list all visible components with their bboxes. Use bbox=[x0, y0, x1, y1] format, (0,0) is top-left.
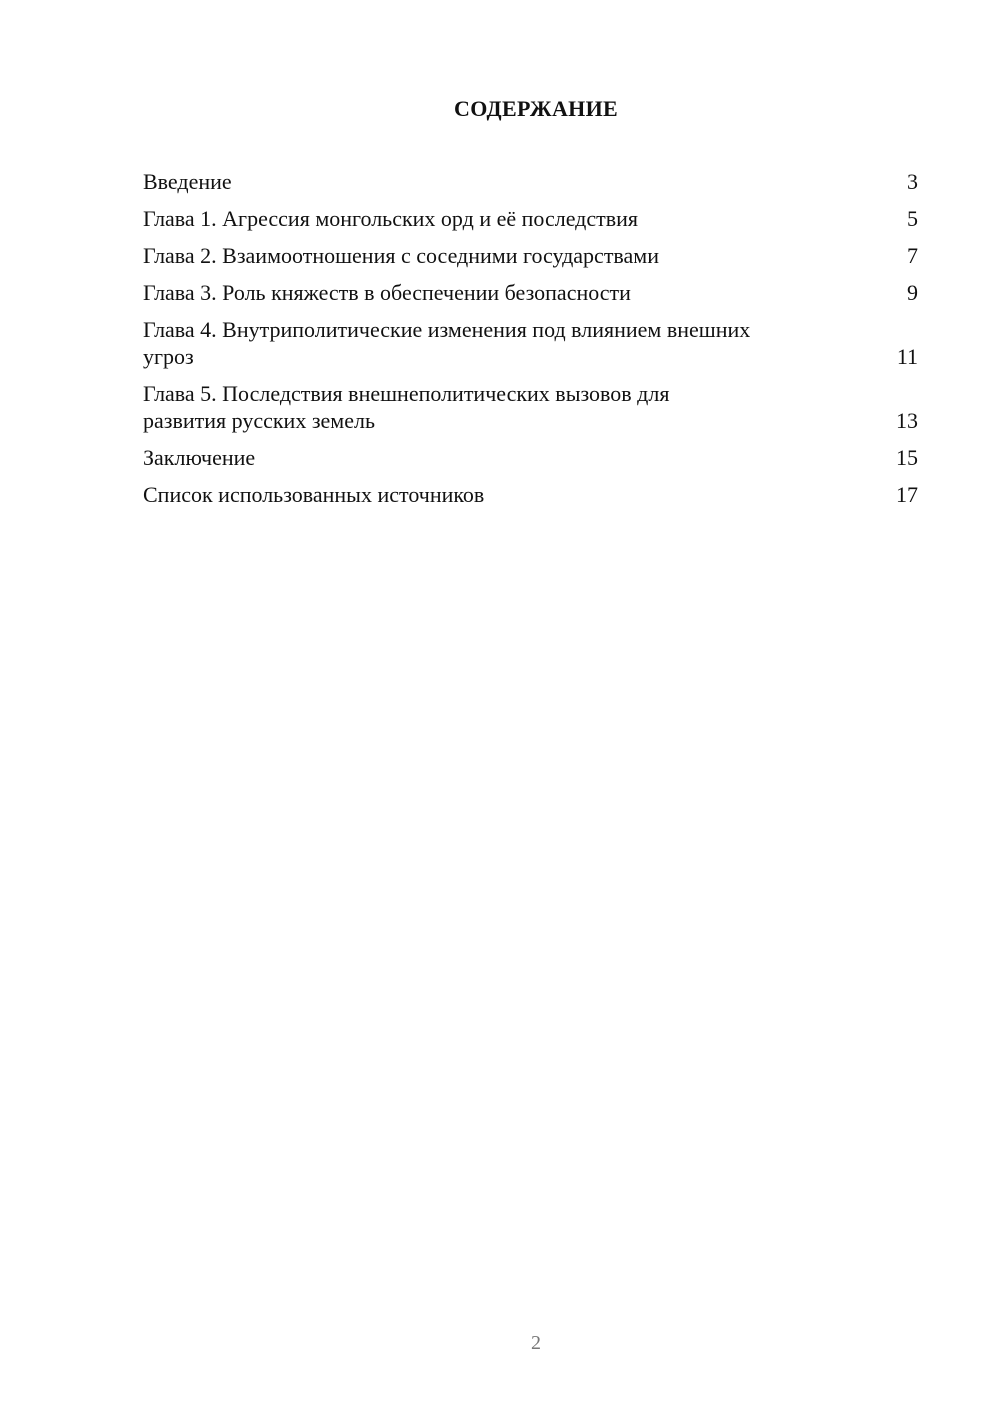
toc-heading: СОДЕРЖАНИЕ bbox=[454, 96, 618, 121]
toc-entry-page: 3 bbox=[907, 169, 918, 194]
toc-entry-chapter-2 bbox=[143, 242, 918, 269]
toc-entry-title: Введение bbox=[143, 169, 232, 194]
toc-entry-introduction bbox=[143, 168, 918, 195]
toc-entry-chapter-1 bbox=[143, 205, 918, 232]
toc-entry-page: 9 bbox=[907, 280, 918, 305]
toc-entry-references bbox=[143, 481, 918, 508]
toc-entry-page: 11 bbox=[896, 344, 918, 369]
toc-entry-page: 17 bbox=[896, 482, 918, 507]
table-of-contents bbox=[143, 168, 918, 518]
toc-entry-chapter-5 bbox=[143, 380, 918, 434]
toc-entry-page: 5 bbox=[907, 206, 918, 231]
toc-entry-conclusion bbox=[143, 444, 918, 471]
toc-entry-title: Список использованных источников bbox=[143, 482, 485, 507]
toc-entry-title: Глава 4. Внутриполитические изменения под влиянием внешних угроз bbox=[143, 317, 751, 369]
toc-entry-page: 15 bbox=[896, 445, 918, 470]
toc-entry-title: Глава 2. Взаимоотношения с соседними государствами bbox=[143, 243, 659, 268]
toc-entry-title: Глава 1. Агрессия монгольских орд и её последствия bbox=[143, 206, 639, 231]
toc-entry-chapter-4 bbox=[143, 316, 918, 370]
toc-entry-title: Глава 3. Роль княжеств в обеспечении безопасности bbox=[143, 280, 631, 305]
toc-entry-page: 13 bbox=[896, 408, 918, 433]
toc-entry-title: Заключение bbox=[143, 445, 256, 470]
toc-entry-chapter-3 bbox=[143, 279, 918, 306]
page-number: 2 bbox=[531, 1332, 541, 1354]
toc-entry-title: Глава 5. Последствия внешнеполитических вызовов для развития русских земель bbox=[143, 381, 670, 433]
toc-entry-page: 7 bbox=[907, 243, 918, 268]
